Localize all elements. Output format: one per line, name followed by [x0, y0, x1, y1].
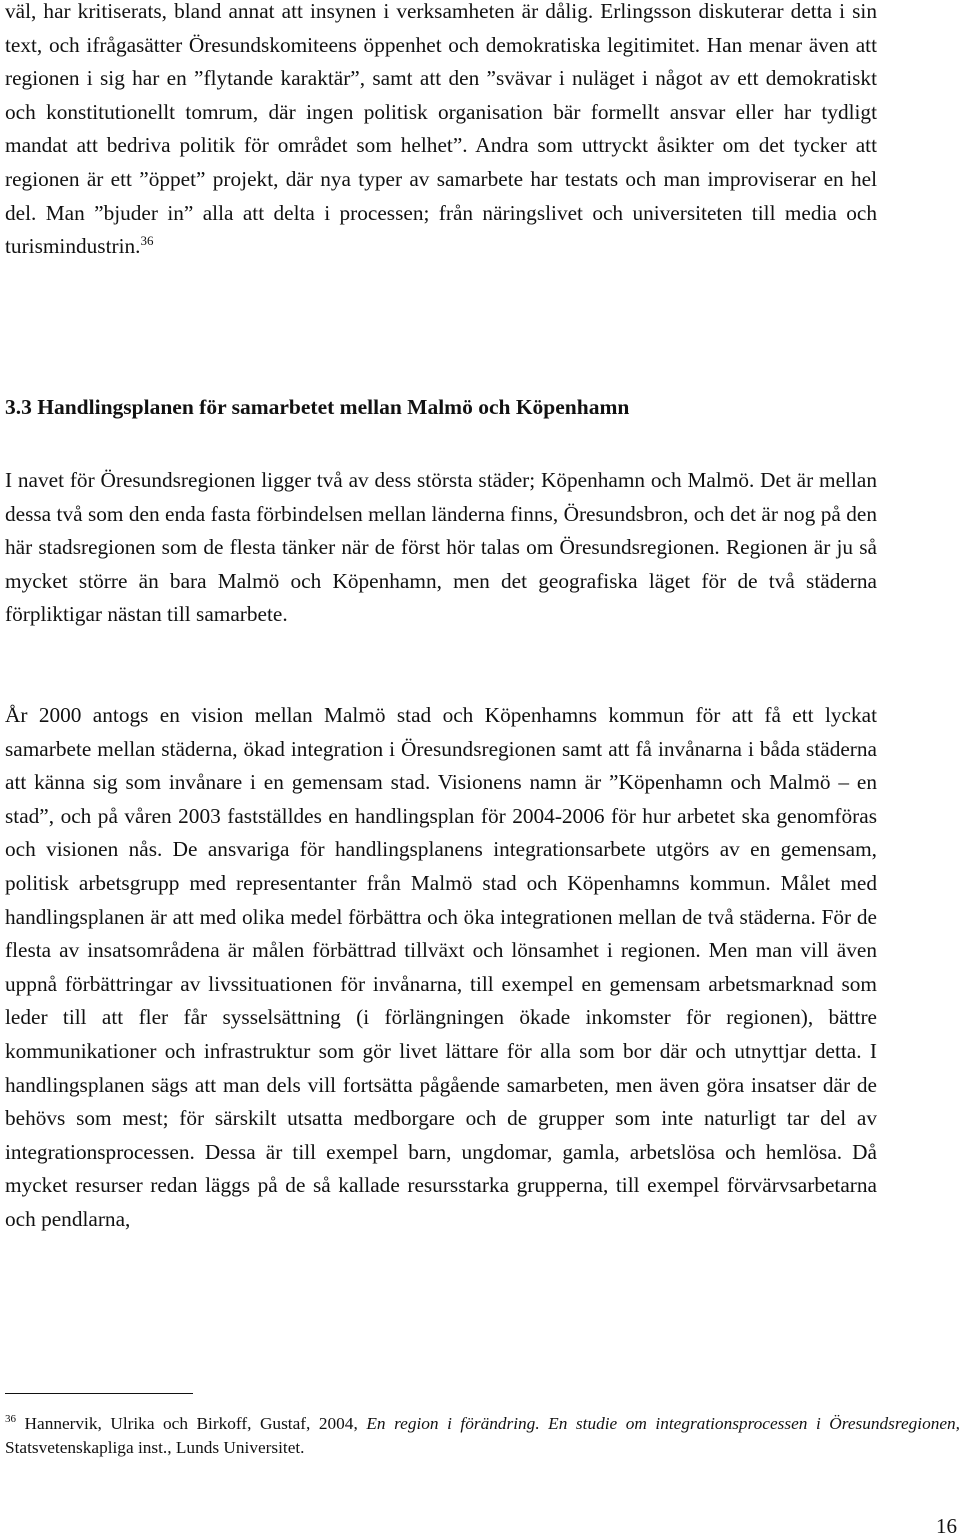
footnote-number: 36 [5, 1413, 16, 1426]
page-number: 16 [936, 1514, 957, 1538]
footnote-publisher: Statsvetenskapliga inst., Lunds Universitet. [5, 1438, 305, 1457]
body-paragraph-1 [5, 0, 877, 264]
body-paragraph-3: År 2000 antogs en vision mellan Malmö stad och Köpenhamns kommun för att få ett lyckat samarbete mellan städerna, ökad integration i Öresundsregionen samt att få invånarna i båda städerna att känna sig som invånare i en gemensam stad. Visionens namn är ”Köpenhamn och Malmö – en stad”, och på våren 2003 fastställdes en handlingsplan för 2004-2006 för hur arbetet ska genomföras och visionen nås. De ansvariga för handlingsplanens integrationsarbete utgörs av en gemensam, politisk arbetsgrupp med representanter från Malmö stad och Köpenhamns kommun. Målet med handlingsplanen är att med olika medel förbättra och öka integrationen mellan de två städerna. För de flesta av insatsområdena är målen förbättrad tillväxt och lönsamhet i regionen. Men man vill även uppnå förbättringar av livssituationen för invånarna, till exempel en gemensam arbetsmarknad som leder till att fler får sysselsättning (i förlängningen ökade inkomster för regionen), bättre kommunikationer och infrastruktur som gör livet lättare för alla som bor där och utnyttjar detta. I handlingsplanen sägs att man dels vill fortsätta pågående samarbeten, men även göra insatser där de behövs som mest; för särskilt utsatta medborgare och de grupper som inte naturligt tar del av integrationsprocessen. Dessa är till exempel barn, ungdomar, gamla, arbetslösa och hemlösa. Då mycket resurser redan läggs på de så kallade resursstarka grupperna, till exempel förvärvsarbetarna och pendlarna, [5, 703, 877, 1231]
body-paragraph-2: I navet för Öresundsregionen ligger två av dess största städer; Köpenhamn och Malmö. Det är mellan dessa två som den enda fasta förbindelsen mellan länderna finns, Öresundsbron, och det är nog på den här stadsregionen som de flesta tänker när de först hör talas om Öresundsregionen. Regionen är ju så mycket större än bara Malmö och Köpenhamn, men det geografiska läget för de två städerna förpliktigar nästan till samarbete. [5, 468, 877, 627]
footnote-authors: Hannervik, Ulrika och Birkoff, Gustaf, 2004, [24, 1414, 358, 1433]
footnote-separator [5, 1393, 193, 1394]
footnote [5, 1412, 960, 1460]
paragraph-text: väl, har kritiserats, bland annat att insynen i verksamheten är dålig. Erlingsson diskuterar detta i sin text, och ifrågasätter Öresundskomiteens öppenhet och demokratiska legitimitet. Han menar även att regionen i sig har en ”flytande karaktär”, samt att den ”svävar i nuläget i något av ett demokratiskt och konstitutionellt tomrum, där ingen politisk organisation bär formellt ansvar eller har tydligt mandat att bedriva politik för området som helhet”. Andra som uttryckt åsikter om det tycker att regionen är ett ”öppet” projekt, där nya typer av samarbete har testats och man improviserar en hel del. Man ”bjuder in” alla att delta i processen; från näringslivet och universiteten till media och turismindustrin. [5, 0, 877, 259]
footnote-title: En region i förändring. En studie om integrationsprocessen i Öresundsregionen, [366, 1414, 960, 1433]
footnote-reference[interactable]: 36 [140, 233, 154, 249]
section-heading: 3.3 Handlingsplanen för samarbetet mellan Malmö och Köpenhamn [5, 395, 630, 419]
